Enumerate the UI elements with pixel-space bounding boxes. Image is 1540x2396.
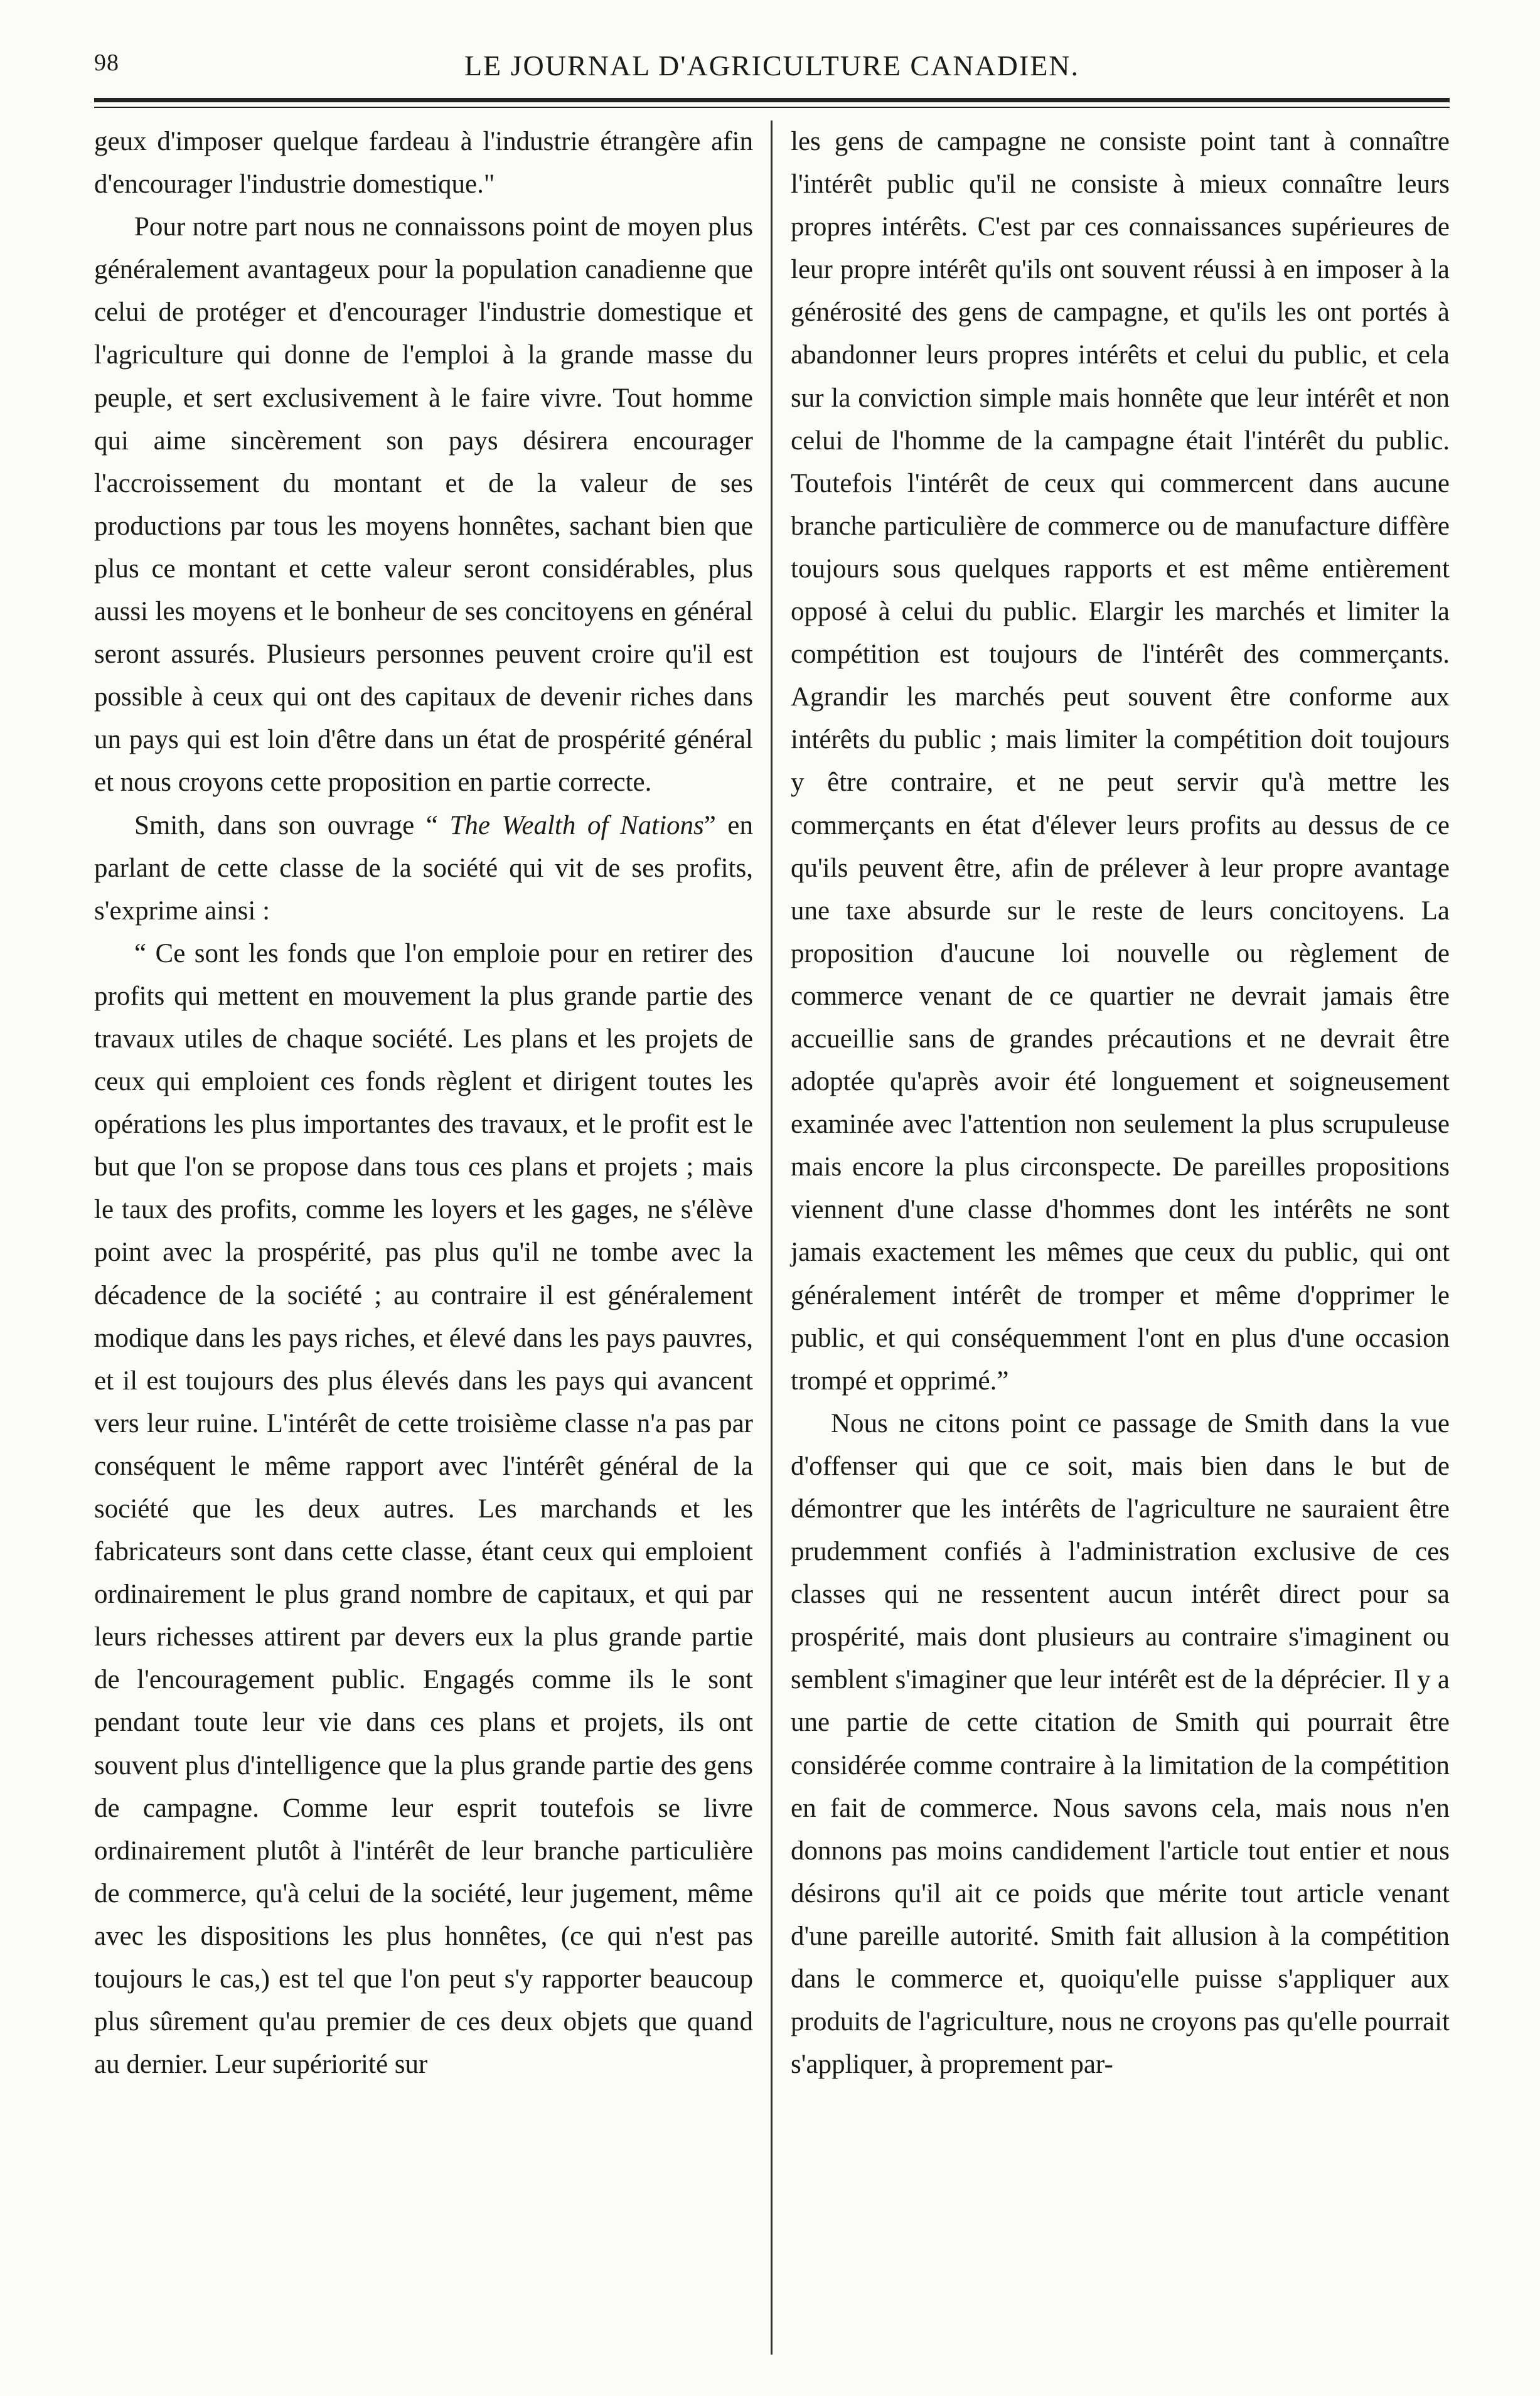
header-rule-thin	[94, 107, 1450, 108]
paragraph: Pour notre part nous ne connaissons point de moyen plus généralement avantageux pour la population canadienne que celui de protéger et d'encourager l'industrie domestique et l'agriculture qui donne de l'emploi à la grande masse du peuple, et sert exclusivement à le faire vivre. Tout homme qui aime sincèrement son pays désirera encourager l'accroissement du montant et de la valeur de ses productions par tous les moyens honnêtes, sachant bien que plus ce montant et cette valeur seront considérables, plus aussi les moyens et le bonheur de ses concitoyens en général seront assurés. Plusieurs personnes peuvent croire qu'il est possible à ceux qui ont des capitaux de devenir riches dans un pays qui est loin d'être dans un état de prospérité général et nous croyons cette proposition en partie correcte.	[94, 212, 753, 798]
column-divider	[771, 120, 773, 2355]
paragraph: Nous ne citons point ce passage de Smith dans la vue d'offenser qui que ce soit, mais bien dans le but de démontrer que les intérêts de l'agriculture ne sauraient être prudemment confiés à l'administration exclusive de ces classes qui ne ressentent aucun intérêt direct pour sa prospérité, mais dont plusieurs au contraire s'imaginent ou semblent s'imaginer que leur intérêt est de la déprécier. Il y a une partie de cette citation de Smith qui pourrait être considérée comme contraire à la limitation de la compétition en fait de commerce. Nous savons cela, mais nous n'en donnons pas moins candidement l'article tout entier et nous désirons qu'il ait ce poids que mérite tout article venant d'une pareille autorité. Smith fait allusion à la compétition dans le commerce et, quoiqu'elle puisse s'appliquer aux produits de l'agriculture, nous ne croyons pas qu'elle pourrait s'appliquer, à proprement par-	[791, 1408, 1450, 2080]
quotation-paragraph: les gens de campagne ne consiste point tant à connaître l'intérêt public qu'il ne consiste à mieux connaître leurs propres intérêts. C'est par ces connaissances supérieures de leur propre intérêt qu'ils ont souvent réussi à en imposer à la générosité des gens de campagne, et qu'ils les ont portés à abandonner leurs propres intérêts et celui du public, et cela sur la conviction simple mais honnête que leur intérêt et non celui de l'homme de la campagne était l'intérêt du public. Toutefois l'intérêt de ceux qui commercent dans aucune branche particulière de commerce ou de manufacture diffère toujours sous quelques rapports et est même entièrement opposé à celui du public. Elargir les marchés et limiter la compétition est toujours de l'intérêt des commerçants. Agrandir les marchés peut souvent être conforme aux intérêts du public ; mais limiter la compétition doit toujours y être contraire, et ne peut servir qu'à mettre les commerçants en état d'élever leurs profits au dessus de ce qu'ils peuvent être, afin de prélever à leur propre avantage une taxe absurde sur le reste de leurs concitoyens. La proposition d'aucune loi nouvelle ou règlement de commerce venant de ce quartier ne devrait jamais être accueillie sans de grandes précautions et ne devrait être adoptée qu'après avoir été longuement et soigneusement examinée avec l'attention non seulement la plus scrupuleuse mais encore la plus circonspecte. De pareilles propositions viennent d'une classe d'hommes dont les intérêts ne sont jamais exactement les mêmes que ceux du public, qui ont généralement intérêt de tromper et même d'opprimer le public, et qui conséquemment l'ont en plus d'une occasion trompé et opprimé.”	[791, 127, 1450, 1396]
book-title: The Wealth of Nations	[449, 810, 704, 840]
paragraph-citation-intro	[94, 805, 753, 933]
page-header	[94, 38, 1450, 88]
running-title: LE JOURNAL D'AGRICULTURE CANADIEN.	[464, 50, 1080, 82]
header-rule-thick	[94, 98, 1450, 102]
citation-text: ” en parlant de cette classe de la société qui vit de ses profits, s'exprime ainsi :	[94, 810, 754, 926]
citation-text: Smith, dans son ouvrage “	[134, 810, 450, 840]
left-column	[94, 120, 753, 2086]
journal-page	[94, 38, 1450, 2080]
page-number: 98	[94, 50, 119, 76]
right-column	[791, 120, 1450, 2086]
text-columns	[94, 120, 1450, 2367]
paragraph: geux d'imposer quelque fardeau à l'industrie étrangère afin d'encourager l'industrie domestique."	[94, 127, 753, 200]
quotation-paragraph: “ Ce sont les fonds que l'on emploie pour en retirer des profits qui mettent en mouvement la plus grande partie des travaux utiles de chaque société. Les plans et les projets de ceux qui emploient ces fonds règlent et dirigent toutes les opérations les plus importantes des travaux, et le profit est le but que l'on se propose dans tous ces plans et projets ; mais le taux des profits, comme les loyers et les gages, ne s'élève point avec la prospérité, pas plus qu'il ne tombe avec la décadence de la société ; au contraire il est généralement modique dans les pays riches, et élevé dans les pays pauvres, et il est toujours des plus élevés dans les pays qui avancent vers leur ruine. L'intérêt de cette troisième classe n'a pas par conséquent le même rapport avec l'intérêt général de la société que les deux autres. Les marchands et les fabricateurs sont dans cette classe, étant ceux qui emploient ordinairement le plus grand nombre de capitaux, et qui par leurs richesses attirent par devers eux la plus grande partie de l'encouragement public. Engagés comme ils le sont pendant toute leur vie dans ces plans et projets, ils ont souvent plus d'intelligence que la plus grande partie des gens de campagne. Comme leur esprit toutefois se livre ordinairement plutôt à l'intérêt de leur branche particulière de commerce, qu'à celui de la société, leur jugement, même avec les dispositions les plus honnêtes, (ce qui n'est pas toujours le cas,) est tel que l'on peut s'y rapporter beaucoup plus sûrement qu'au premier de ces deux objets que quand au dernier. Leur supériorité sur	[94, 938, 753, 2080]
